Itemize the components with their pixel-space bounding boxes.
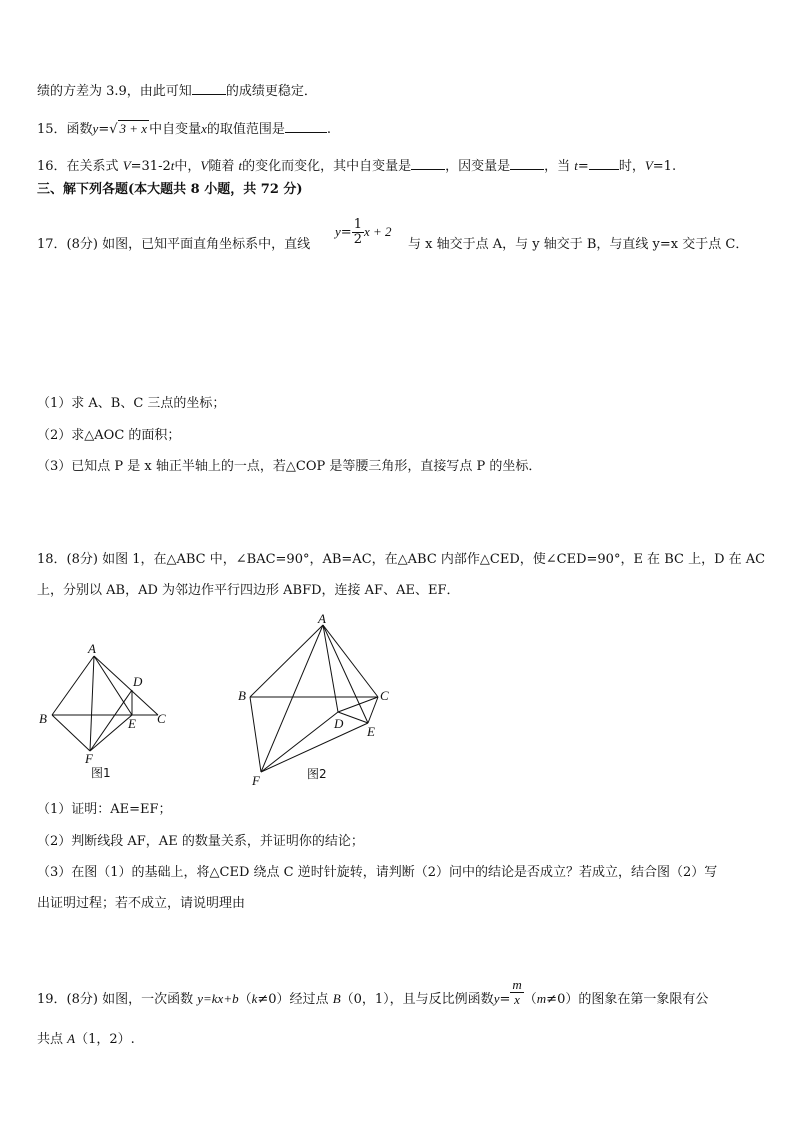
q16-b: =31-2 [130, 159, 171, 174]
fig1-seg-AF [90, 656, 94, 751]
fig2-label-F: F [252, 773, 260, 788]
q15-sqrt-body: 3 + x [119, 121, 148, 136]
q15-tail: 的取值范围是 [206, 122, 285, 137]
q19-b: （ [238, 992, 252, 1007]
question-16 [37, 157, 676, 176]
q16-f: ，因变量是 [445, 159, 511, 174]
q17-frac-den: 2 [353, 232, 362, 247]
q18-sub2: （2）判断线段 AF，AE 的数量关系，并证明你的结论； [37, 834, 364, 849]
question-19 [37, 977, 709, 1009]
q15-sqrt-sign: √ [109, 122, 118, 137]
q19-fraction [510, 978, 523, 1007]
fig1-seg-AB [52, 656, 94, 715]
q19-m: m [536, 991, 547, 1006]
q16-g: ，当 [544, 159, 575, 174]
q17-intro: 17．(8分) 如图，已知平面直角坐标系中，直线 [37, 237, 311, 252]
q19-a: 19．(8分) 如图，一次函数 [37, 992, 198, 1007]
fig2-caption: 图2 [307, 767, 327, 781]
question-15 [37, 120, 331, 139]
q16-v3: V [644, 158, 653, 173]
fig1-label-C: C [157, 711, 166, 726]
q14-text-a: 绩的方差为 3.9，由此可知 [37, 84, 192, 99]
q16-blank-3 [589, 157, 619, 170]
q17-formula-rest: x + 2 [363, 224, 392, 239]
q15-x: x [201, 121, 207, 136]
q19-fn: y=kx+b [197, 991, 239, 1006]
fig2-seg-BF [250, 697, 261, 772]
q16-v: V [122, 158, 131, 173]
q14-blank [192, 82, 226, 95]
q18-line2: 上，分别以 AB，AD 为邻边作平行四边形 ABFD，连接 AF、AE、EF． [37, 583, 460, 598]
fig2-label-A: A [318, 611, 326, 626]
fig1-label-A: A [88, 641, 96, 656]
q18-line1: 18．(8分) 如图 1，在△ABC 中，∠BAC=90°，AB=AC，在△ABC 内部作△CED，使∠CED=90°，E 在 BC 上，D 在 AC [37, 552, 766, 567]
fig2-label-B: B [238, 688, 246, 703]
q14-text-b: 的成绩更稳定． [225, 84, 317, 99]
q16-a: 16．在关系式 [37, 159, 123, 174]
fig2-label-C: C [380, 688, 389, 703]
q15-eq: = [98, 122, 110, 137]
q16-i: 时， [618, 159, 645, 174]
q16-t: t [170, 158, 175, 173]
fig1-label-B: B [39, 711, 47, 726]
q19-c: ≠0）经过点 [257, 992, 333, 1007]
q15-y: y [92, 121, 99, 136]
q19-f: ≠0）的图象在第一象限有公 [546, 992, 709, 1007]
fig2-label-D: D [334, 716, 344, 731]
section-heading: 三、解下列各题(本大题共 8 小题，共 72 分) [37, 182, 303, 197]
fig2-seg-CE [368, 697, 378, 723]
q19-e: （ [523, 992, 537, 1007]
figure-1 [30, 636, 200, 786]
q16-t3: t [574, 158, 578, 173]
q19-B: B [332, 991, 341, 1006]
fig2-label-E: E [367, 724, 375, 739]
q19-d: （0，1），且与反比例函数 [340, 992, 494, 1007]
q16-blank-2 [510, 157, 544, 170]
fig2-seg-AC [323, 625, 378, 697]
q18-sub3-b: 出证明过程；若不成立，请说明理由 [37, 896, 246, 911]
fig2-seg-AB [250, 625, 323, 697]
figure-2 [230, 610, 400, 790]
q19-line2b: （1，2）. [75, 1032, 135, 1047]
q17-after: 与 x 轴交于点 A，与 y 轴交于 B，与直线 y=x 交于点 C． [408, 237, 749, 252]
fig2-seg-DC [338, 697, 378, 712]
q17-formula-fraction [352, 218, 364, 247]
q19-y: y [493, 991, 500, 1006]
q18-sub1: （1）证明：AE=EF； [37, 802, 172, 817]
q15-blank [285, 120, 327, 133]
q14-tail [37, 82, 317, 101]
q16-j: =1. [652, 159, 677, 174]
q16-d: 随着 [208, 159, 239, 174]
q16-c: 中， [174, 159, 201, 174]
q19-A: A [67, 1031, 76, 1046]
q17-formula-eq: = [340, 225, 352, 240]
fig1-label-F: F [85, 751, 93, 766]
q17-sub3: （3）已知点 P 是 x 轴正半轴上的一点，若△COP 是等腰三角形，直接写点 P 的坐标． [37, 459, 542, 474]
question-17 [37, 236, 310, 254]
q19-line2a: 共点 [37, 1032, 68, 1047]
q15-end: . [326, 122, 332, 137]
fig1-label-D: D [133, 674, 143, 689]
fig2-seg-AF [261, 625, 323, 772]
q17-sub1: （1）求 A、B、C 三点的坐标； [37, 396, 226, 411]
q16-e: 的变化而变化，其中自变量是 [242, 159, 412, 174]
q19-frac-num: m [512, 977, 522, 992]
q16-h: = [577, 159, 589, 174]
q19-frac-den: x [514, 992, 520, 1007]
q19-eq: = [499, 992, 511, 1007]
q17-formula [335, 218, 392, 247]
q17-frac-num: 1 [353, 217, 362, 232]
fig2-seg-AD [323, 625, 338, 712]
q17-sub2: （2）求△AOC 的面积； [37, 428, 181, 443]
q19-k: k [251, 991, 258, 1006]
fig1-seg-BF [52, 715, 90, 751]
fig1-label-E: E [128, 716, 136, 731]
q15-mid: 中自变量 [149, 122, 202, 137]
q18-sub3-a: （3）在图（1）的基础上，将△CED 绕点 C 逆时针旋转，请判断（2）问中的结论是否成立？若成立，结合图（2）写 [37, 865, 718, 880]
fig2-seg-AE [323, 625, 368, 723]
fig1-caption: 图1 [91, 766, 111, 780]
q15-prefix: 15．函数 [37, 122, 93, 137]
q16-t2: t [238, 158, 243, 173]
q19-line2 [37, 1030, 135, 1049]
q16-blank-1 [411, 157, 445, 170]
q16-v2: V [200, 158, 209, 173]
q17-formula-y: y [335, 224, 341, 239]
